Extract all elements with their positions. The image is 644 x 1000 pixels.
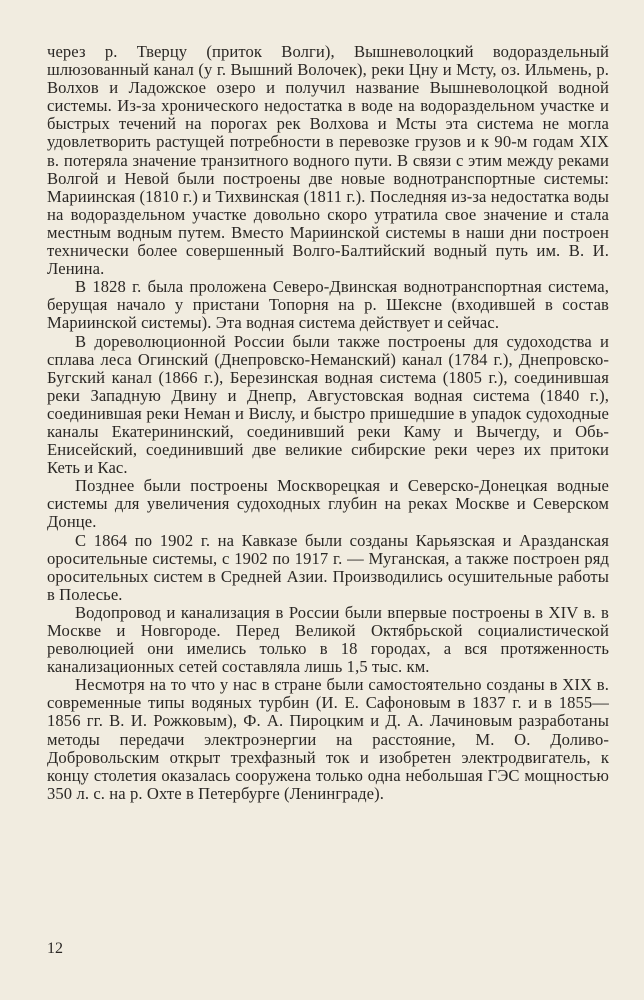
page-number: 12 [47,940,63,957]
paragraph-water-supply: Водопровод и канализация в России были впервые построены в XIV в. в Москве и Новгороде. Перед Великой Октябрьской социалистической революцией они имелись только в 18 городах, а вся протяженность канализационных сетей составляла лишь 1,5 тыс. км. [47,602,609,677]
paragraph-prerevolution-canals: В дореволюционной России были также построены для судоходства и сплава леса Огинский (Днепровско-Неманский) канал (1784 г.), Днепровско-Бугский канал (1866 г.), Березинская водная система (1805 г.), соединившая реки Западную Двину и Днепр, Августовская водная система (1840 г.), соединившая реки Неман и Вислу, и быстро пришедшие в упадок судоходные каналы Екатерининский, соединивший реки Каму и Вычегду, и Обь-Енисейский, соединивший две великие сибирские реки через их притоки Кеть и Кас. [47,331,609,478]
body-text [47,43,609,803]
paragraph-caucasus-irrigation: С 1864 по 1902 г. на Кавказе были созданы Карьязская и Аразданская оросительные системы, с 1902 по 1917 г. — Муганская, а также построен ряд оросительных систем в Средней Азии. Производились осушительные работы в Полесье. [47,530,609,604]
paragraph-moskvoretskaya: Позднее были построены Москворецкая и Северско-Донецкая водные системы для увеличения судоходных глубин на реках Москве и Северском Донце. [47,476,609,532]
paragraph-turbines: Несмотря на то что у нас в стране были самостоятельно созданы в XIX в. современные типы водяных турбин (И. Е. Сафоновым в 1837 г. и в 1855—1856 гг. В. И. Рожковым), Ф. А. Пироцким и Д. А. Лачиновым разработаны методы передачи электроэнергии на расстояние, М. О. Доливо-Добровольским открыт трехфазный ток и изобретен электродвигатель, к концу столетия оказалась сооружена только одна небольшая ГЭС мощностью 350 л. с. на р. Охте в Петербурге (Ленинграде). [47,675,609,803]
paragraph-severo-dvinsk: В 1828 г. была проложена Северо-Двинская воднотранспортная система, берущая начало у пристани Топорня на р. Шексне (входившей в состав Мариинской системы). Эта водная система действует и сейчас. [47,277,609,333]
paragraph-continuation: через р. Тверцу (приток Волги), Вышневолоцкий водораздельный шлюзованный канал (у г. Вышний Волочек), реки Цну и Мсту, оз. Ильмень, р. Волхов и Ладожское озеро и получил название Вышневолоцкой водной системы. Из-за хронического недостатка в воде на водораздельном участке и быстрых течений на порогах рек Волхова и Мсты эта система не могла удовлетворить растущей потребности в перевозке грузов и к 90-м годам XIX в. потеряла значение транзитного водного пути. В связи с этим между реками Волгой и Невой были построены две новые воднотранспортные системы: Мариинская (1810 г.) и Тихвинская (1811 г.). Последняя из-за недостатка воды на водораздельном участке довольно скоро утратила свое значение и стала местным водным путем. Вместо Мариинской системы в наши дни построен технически более совершенный Волго-Балтийский водный путь им. В. И. Ленина. [47,42,609,279]
